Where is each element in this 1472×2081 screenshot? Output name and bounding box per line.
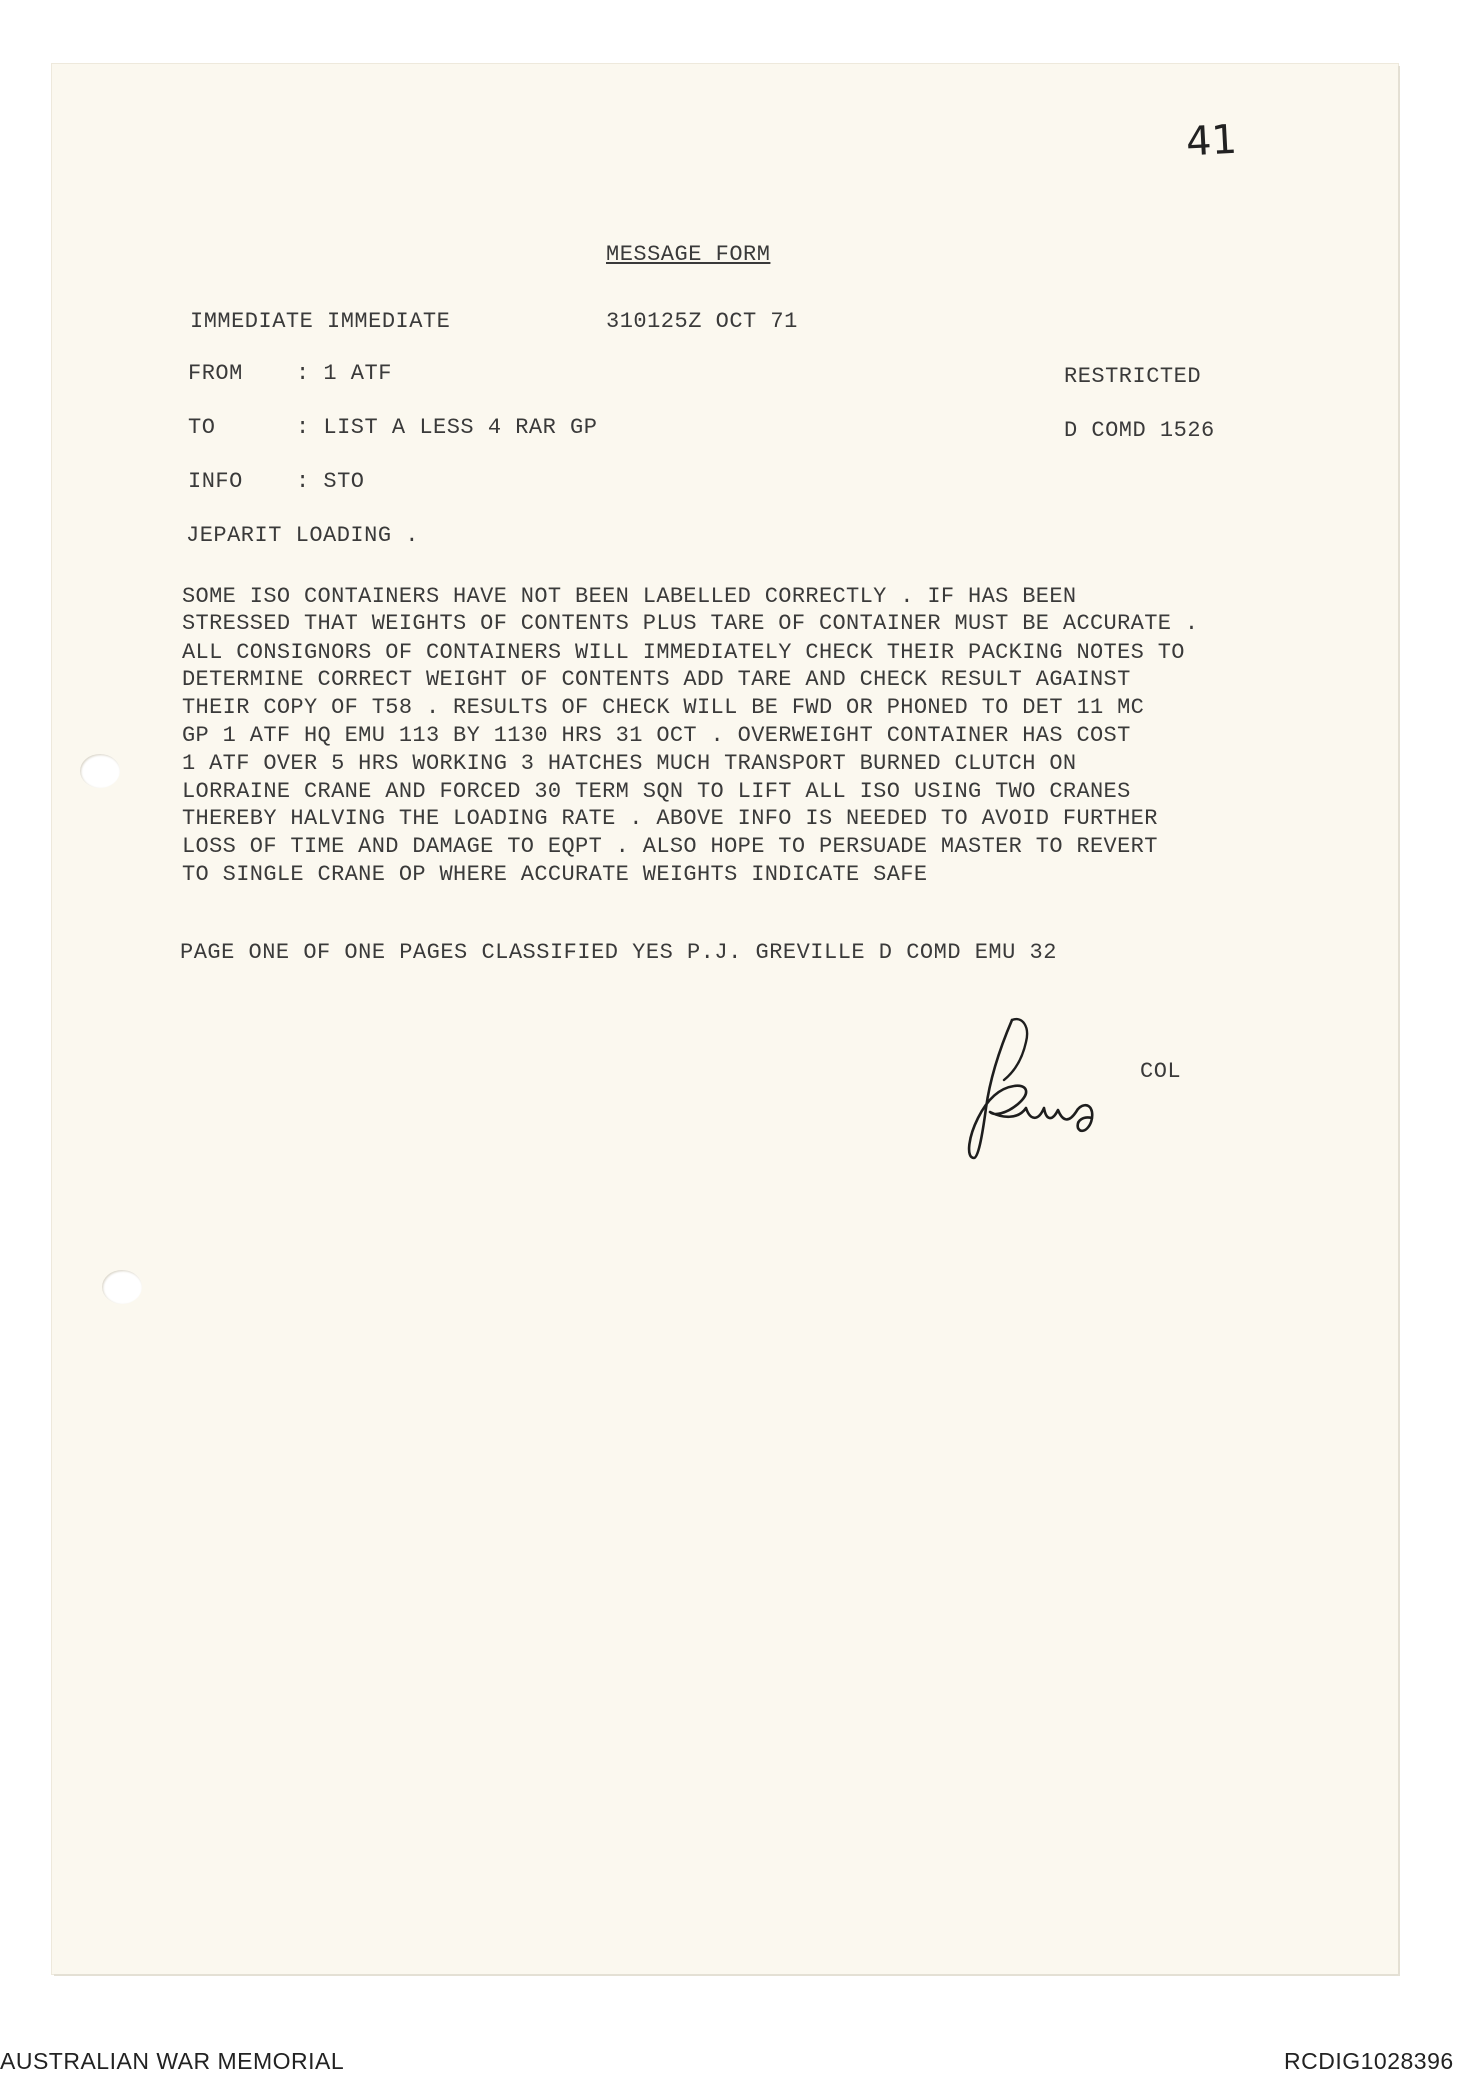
info-value: : STO — [296, 469, 365, 494]
body-line: THEIR COPY OF T58 . RESULTS OF CHECK WILL BE FWD OR PHONED TO DET 11 MC — [182, 695, 1145, 720]
rank-label: COL — [1140, 1059, 1182, 1084]
archive-footer-right: RCDIG1028396 — [1284, 2048, 1454, 2074]
classification-label: RESTRICTED — [1064, 364, 1202, 389]
body-line: TO SINGLE CRANE OP WHERE ACCURATE WEIGHTS INDICATE SAFE — [182, 862, 928, 887]
to-value: : LIST A LESS 4 RAR GP — [296, 415, 598, 440]
from-value: : 1 ATF — [296, 361, 392, 386]
body-line: 1 ATF OVER 5 HRS WORKING 3 HATCHES MUCH TRANSPORT BURNED CLUTCH ON — [182, 751, 1077, 776]
archive-footer-left: AUSTRALIAN WAR MEMORIAL — [0, 2048, 345, 2074]
message-form-page — [52, 64, 1398, 1974]
handwritten-page-number: 41 — [1184, 116, 1239, 166]
message-reference: D COMD 1526 — [1064, 418, 1215, 443]
handwritten-signature — [960, 1008, 1130, 1168]
body-line: ALL CONSIGNORS OF CONTAINERS WILL IMMEDIATELY CHECK THEIR PACKING NOTES TO — [182, 640, 1185, 665]
punch-hole-bottom — [102, 1270, 142, 1304]
body-line: DETERMINE CORRECT WEIGHT OF CONTENTS ADD TARE AND CHECK RESULT AGAINST — [182, 667, 1131, 692]
body-line: LORRAINE CRANE AND FORCED 30 TERM SQN TO LIFT ALL ISO USING TWO CRANES — [182, 779, 1131, 804]
subject-line: JEPARIT LOADING . — [186, 523, 419, 548]
info-label: INFO — [188, 469, 243, 494]
body-line: THEREBY HALVING THE LOADING RATE . ABOVE INFO IS NEEDED TO AVOID FURTHER — [182, 806, 1158, 831]
from-label: FROM — [188, 361, 243, 386]
date-time-group: 310125Z OCT 71 — [606, 309, 798, 334]
to-label: TO — [188, 415, 216, 440]
form-title: MESSAGE FORM — [606, 242, 771, 267]
precedence: IMMEDIATE IMMEDIATE — [190, 309, 451, 334]
body-line: LOSS OF TIME AND DAMAGE TO EQPT . ALSO HOPE TO PERSUADE MASTER TO REVERT — [182, 834, 1158, 859]
body-line: GP 1 ATF HQ EMU 113 BY 1130 HRS 31 OCT . OVERWEIGHT CONTAINER HAS COST — [182, 723, 1131, 748]
punch-hole-top — [80, 754, 120, 788]
body-line: SOME ISO CONTAINERS HAVE NOT BEEN LABELLED CORRECTLY . IF HAS BEEN — [182, 584, 1077, 609]
page-classification-line: PAGE ONE OF ONE PAGES CLASSIFIED YES P.J. GREVILLE D COMD EMU 32 — [180, 940, 1057, 965]
body-line: STRESSED THAT WEIGHTS OF CONTENTS PLUS TARE OF CONTAINER MUST BE ACCURATE . — [182, 611, 1199, 636]
